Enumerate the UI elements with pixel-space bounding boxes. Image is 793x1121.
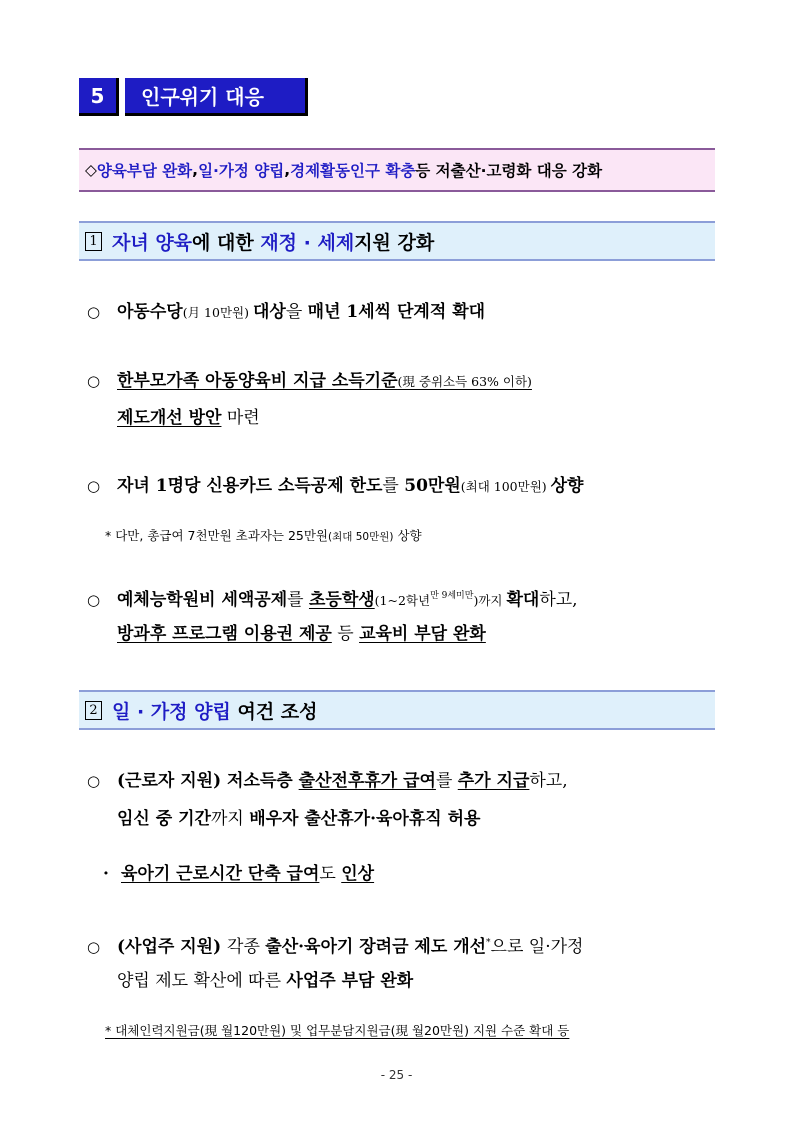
item-text: 도 <box>319 864 342 884</box>
summary-bar <box>79 148 715 192</box>
item-text: 상향 <box>550 476 584 496</box>
subsection-1-number: 1 <box>85 232 102 251</box>
item-text: 를 <box>382 476 405 496</box>
page-number: - 25 - <box>380 1068 413 1082</box>
section-title: 인구위기 대응 <box>125 78 308 116</box>
item-text: (사업주 지원) <box>117 937 228 957</box>
item-text: 마련 <box>221 408 260 428</box>
list-item <box>87 474 583 499</box>
sub2-title-part2: 여건 조성 <box>230 700 318 723</box>
sub1-title-part1: 자녀 양육 <box>112 231 193 254</box>
item-text: (現 중위소득 63% 이하) <box>397 374 532 389</box>
item-text: 양립 제도 확산에 따른 <box>117 971 287 991</box>
item-text: 인상 <box>341 864 375 884</box>
bullet-circle-icon: ○ <box>87 372 101 390</box>
list-item-continuation <box>117 622 486 646</box>
subsection-2-number: 2 <box>85 701 102 720</box>
item-text: 제도개선 방안 <box>117 408 222 428</box>
sub1-title-part2: 에 대한 <box>192 231 261 254</box>
item-text: 아동수당 <box>117 302 183 322</box>
bullet-circle-icon: ○ <box>87 303 101 321</box>
item-text: * <box>486 938 491 948</box>
item-text: 를 <box>287 590 309 610</box>
sub2-title-part1: 일 · 가정 양립 <box>112 700 231 723</box>
summary-sep-1: , <box>192 161 199 179</box>
item-text: 예체능학원비 세액공제 <box>117 590 288 610</box>
section-number: 5 <box>79 78 119 116</box>
item-text: 교육비 부담 완화 <box>359 624 486 644</box>
item-text: 50만원 <box>404 476 461 496</box>
list-item <box>87 769 568 793</box>
subsection-2-header <box>79 690 715 730</box>
sub1-title-part4: 지원 강화 <box>354 231 435 254</box>
item-text: 등 <box>331 624 360 644</box>
note-text: 상향 <box>393 528 422 543</box>
list-item <box>87 931 583 959</box>
item-text: 하고, <box>529 771 568 791</box>
item-text: 매년 1세씩 단계적 확대 <box>307 302 486 322</box>
item-text: 으로 일·가정 <box>490 937 584 957</box>
summary-rest: 등 저출산·고령화 대응 강화 <box>415 162 603 180</box>
list-item-continuation <box>117 406 260 430</box>
item-text: )까지 <box>473 593 507 608</box>
item-text: 확대 <box>506 590 540 610</box>
item-text: 만 9세미만 <box>430 591 474 601</box>
item-text: 추가 지급 <box>457 771 530 791</box>
item-text: 각종 <box>227 937 266 957</box>
item-text: 하고, <box>539 590 578 610</box>
item-text: 사업주 부담 완화 <box>286 971 414 991</box>
list-item-continuation <box>117 807 480 831</box>
item-text: 출산전후휴가 급여 <box>298 771 436 791</box>
note-text: (최대 50만원) <box>328 531 394 543</box>
subsection-1-header <box>79 221 715 261</box>
item-text: 자녀 1명당 신용카드 소득공제 한도 <box>117 476 383 496</box>
bullet-circle-icon: ○ <box>87 772 101 790</box>
item-text: (최대 100만원) <box>460 479 551 494</box>
list-item <box>87 369 532 394</box>
list-item <box>87 584 578 613</box>
item-text: 방과후 프로그램 이용권 제공 <box>117 624 332 644</box>
item-text: 대상 <box>252 302 286 322</box>
bullet-circle-icon: ○ <box>87 477 101 495</box>
item-text: 를 <box>435 771 458 791</box>
item-text: (月 10만원) <box>182 305 253 320</box>
note-text: * 다만, 총급여 7천만원 초과자는 25만원 <box>105 528 328 543</box>
bullet-dot-icon: · <box>103 864 109 884</box>
summary-highlight-3: 경제활동인구 확충 <box>290 162 416 180</box>
item-text: 임신 중 기간 <box>117 809 211 829</box>
diamond-icon: ◇ <box>85 161 97 179</box>
item-text: 초등학생 <box>308 590 375 610</box>
list-item <box>87 300 485 325</box>
summary-sep-2: , <box>284 161 291 179</box>
bullet-circle-icon: ○ <box>87 938 101 956</box>
list-item <box>103 862 374 886</box>
footnote <box>105 526 422 544</box>
summary-highlight-2: 일·가정 양립 <box>198 162 285 180</box>
bullet-circle-icon: ○ <box>87 591 101 609</box>
footnote: * 대체인력지원금(現 월120만원) 및 업무분담지원금(現 월20만원) 지원 수준 확대 등 <box>105 1023 570 1038</box>
item-text: (근로자 지원) 저소득층 <box>117 771 299 791</box>
summary-highlight-1: 양육부담 완화 <box>96 162 193 180</box>
item-text: 한부모가족 아동양육비 지급 소득기준 <box>117 371 398 391</box>
item-text: 출산·육아기 장려금 제도 개선 <box>265 937 487 957</box>
item-text: 육아기 근로시간 단축 급여 <box>121 864 320 884</box>
item-text: 배우자 출산휴가·육아휴직 허용 <box>249 809 481 829</box>
list-item-continuation <box>117 969 413 993</box>
item-text: 까지 <box>210 809 250 829</box>
item-text: 을 <box>285 302 308 322</box>
item-text: (1~2학년 <box>374 593 431 608</box>
sub1-title-part3: 재정 · 세제 <box>260 231 355 254</box>
